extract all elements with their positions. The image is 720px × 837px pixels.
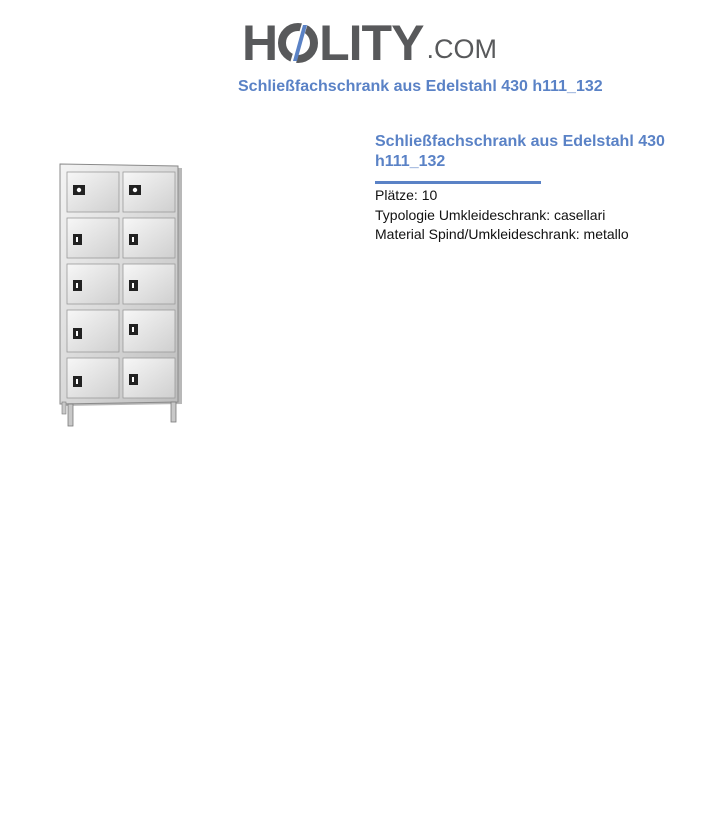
logo-o-mark-icon	[278, 21, 318, 65]
product-title: Schließfachschrank aus Edelstahl 430 h111_132	[375, 133, 665, 170]
logo-wordmark	[242, 15, 424, 71]
spec-label: Plätze	[375, 187, 414, 203]
spec-value: 10	[421, 187, 438, 203]
holity-logo[interactable]	[242, 10, 497, 71]
spec-row-platze: Plätze: 10	[375, 187, 438, 203]
steel-locker-cabinet-image	[56, 160, 188, 432]
title-underline-divider	[375, 181, 541, 184]
spec-row-material: Material Spind/Umkleideschrank: metallo	[375, 226, 629, 242]
spec-row-typologie: Typologie Umkleideschrank: casellari	[375, 206, 606, 223]
spec-label: Typologie Umkleideschrank	[375, 206, 547, 223]
spec-value: metallo	[583, 226, 629, 242]
logo-letter-h: H	[242, 15, 278, 71]
spec-label: Material Spind/Umkleideschrank	[375, 226, 576, 242]
product-specs-list	[375, 186, 629, 245]
page-title: Schließfachschrank aus Edelstahl 430 h111_132	[238, 78, 603, 95]
spec-value: casellari	[553, 206, 606, 223]
logo-letters-lity: LITY	[319, 15, 424, 71]
logo-domain: .COM	[426, 34, 497, 64]
